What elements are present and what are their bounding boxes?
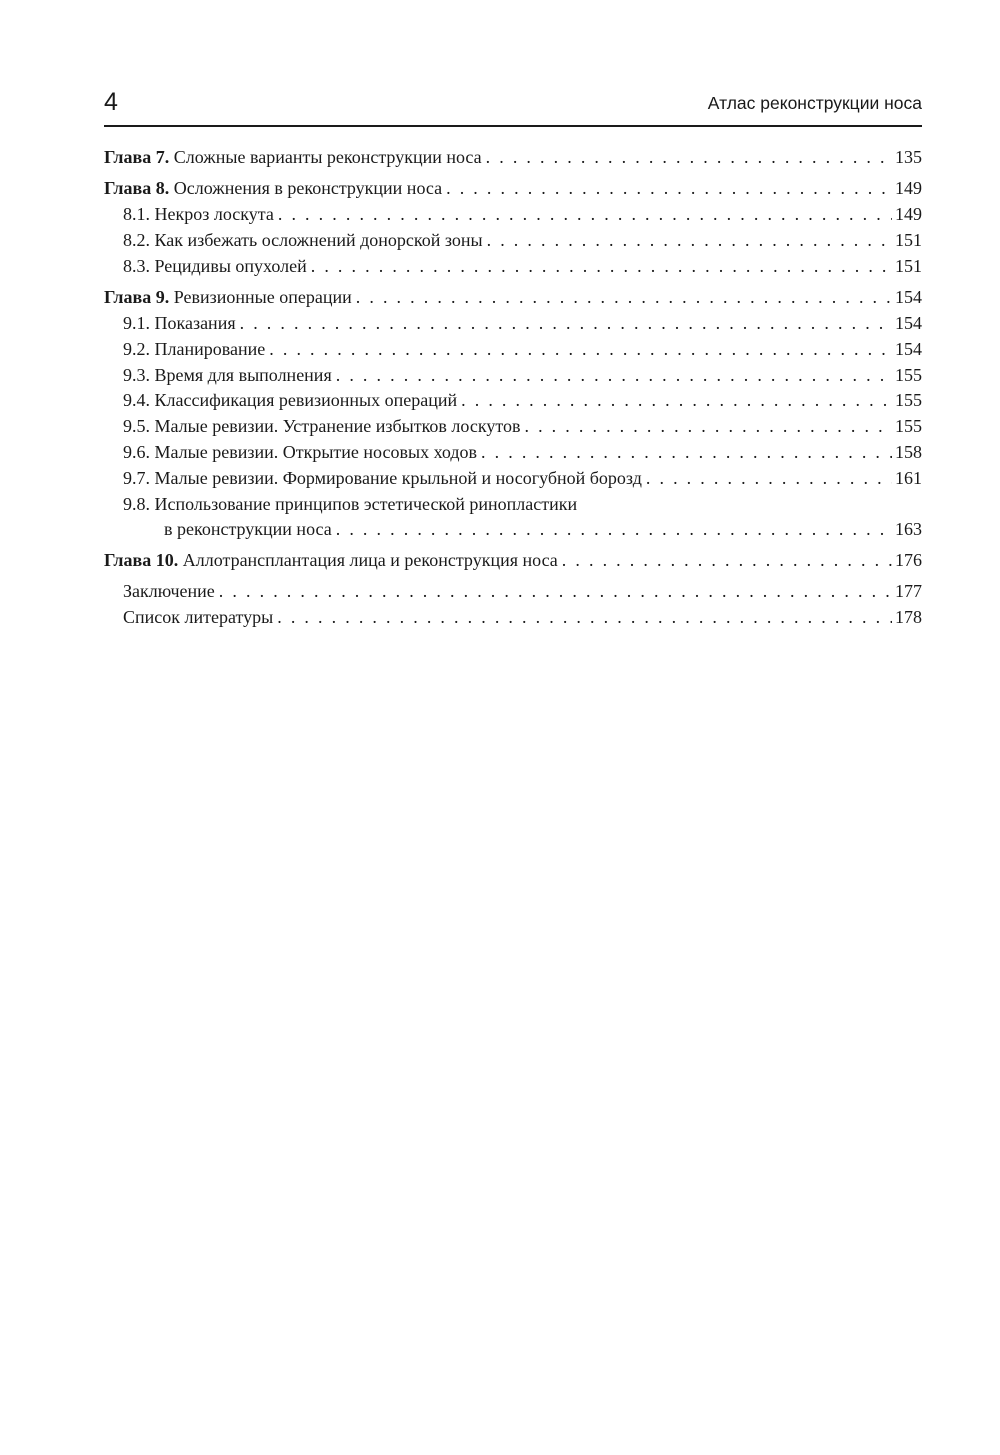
toc-entry-section-9-4[interactable] [123,389,922,411]
page-number: 4 [104,88,118,116]
page-ref: 151 [895,230,922,250]
dot-leader [524,415,892,437]
toc-entry-section-9-1[interactable] [123,312,922,334]
section-title: Список литературы [123,607,274,627]
section-title: Заключение [123,581,215,601]
dot-leader [446,177,892,199]
dot-leader [336,364,892,386]
section-title: 8.1. Некроз лоскута [123,204,274,224]
toc-entry-section-9-2[interactable] [123,338,922,360]
chapter-title: Осложнения в реконструкции носа [173,178,443,198]
toc-entry-section-9-5[interactable] [123,415,922,437]
toc-entry-chapter-9[interactable] [104,286,922,308]
page-ref: 149 [895,178,922,198]
table-of-contents [0,0,1000,700]
page-ref: 155 [895,416,922,436]
toc-entry-section-9-6[interactable] [123,441,922,463]
page-ref: 135 [895,147,922,167]
toc-entry-chapter-7[interactable] [104,146,922,168]
chapter-title: Сложные варианты реконструкции носа [173,147,482,167]
dot-leader [269,338,892,360]
toc-entry-section-9-8-line1[interactable]: 9.8. Использование принципов эстетической ринопластики [123,494,578,514]
page-ref: 163 [895,519,922,539]
section-title: 9.7. Малые ревизии. Формирование крыльной и носогубной борозд [123,468,642,488]
chapter-label: Глава 7. [104,147,170,167]
dot-leader [356,286,892,308]
page-ref: 151 [895,256,922,276]
toc-entry-section-9-7[interactable] [123,467,922,489]
toc-entry-chapter-8[interactable] [104,177,922,199]
section-title: 9.1. Показания [123,313,236,333]
page-ref: 154 [895,339,922,359]
section-title: 9.5. Малые ревизии. Устранение избытков лоскутов [123,416,521,436]
chapter-title: Аллотрансплантация лица и реконструкция носа [182,550,558,570]
page-ref: 155 [895,365,922,385]
toc-entry-conclusion[interactable] [123,580,922,602]
section-title: 8.2. Как избежать осложнений донорской зоны [123,230,483,250]
page-ref: 158 [895,442,922,462]
page-ref: 178 [895,607,922,627]
page-ref: 155 [895,390,922,410]
page-ref: 161 [895,468,922,488]
page-ref: 149 [895,204,922,224]
chapter-label: Глава 10. [104,550,179,570]
dot-leader [240,312,892,334]
chapter-label: Глава 8. [104,178,170,198]
chapter-title: Ревизионные операции [173,287,352,307]
page-ref: 154 [895,313,922,333]
toc-entry-chapter-10[interactable] [104,549,922,571]
toc-entry-references[interactable] [123,606,922,628]
dot-leader [646,467,892,489]
toc-entry-section-8-3[interactable] [123,255,922,277]
dot-leader [486,146,892,168]
dot-leader [278,203,892,225]
section-title: в реконструкции носа [164,519,332,539]
chapter-label: Глава 9. [104,287,170,307]
section-title: 9.3. Время для выполнения [123,365,332,385]
section-title: 9.2. Планирование [123,339,266,359]
page-ref: 154 [895,287,922,307]
dot-leader [277,606,892,628]
running-title: Атлас реконструкции носа [707,93,922,113]
toc-entry-section-9-3[interactable] [123,364,922,386]
dot-leader [487,229,892,251]
toc-entry-section-8-1[interactable] [123,203,922,225]
toc-entry-section-8-2[interactable] [123,229,922,251]
section-title: 8.3. Рецидивы опухолей [123,256,307,276]
section-title: 9.4. Классификация ревизионных операций [123,390,458,410]
toc-entry-section-9-8[interactable] [164,518,922,540]
dot-leader [311,255,892,277]
dot-leader [219,580,892,602]
dot-leader [562,549,892,571]
dot-leader [461,389,892,411]
dot-leader [336,518,892,540]
page-ref: 176 [895,550,922,570]
page-ref: 177 [895,581,922,601]
section-title: 9.6. Малые ревизии. Открытие носовых ходов [123,442,478,462]
dot-leader [481,441,892,463]
